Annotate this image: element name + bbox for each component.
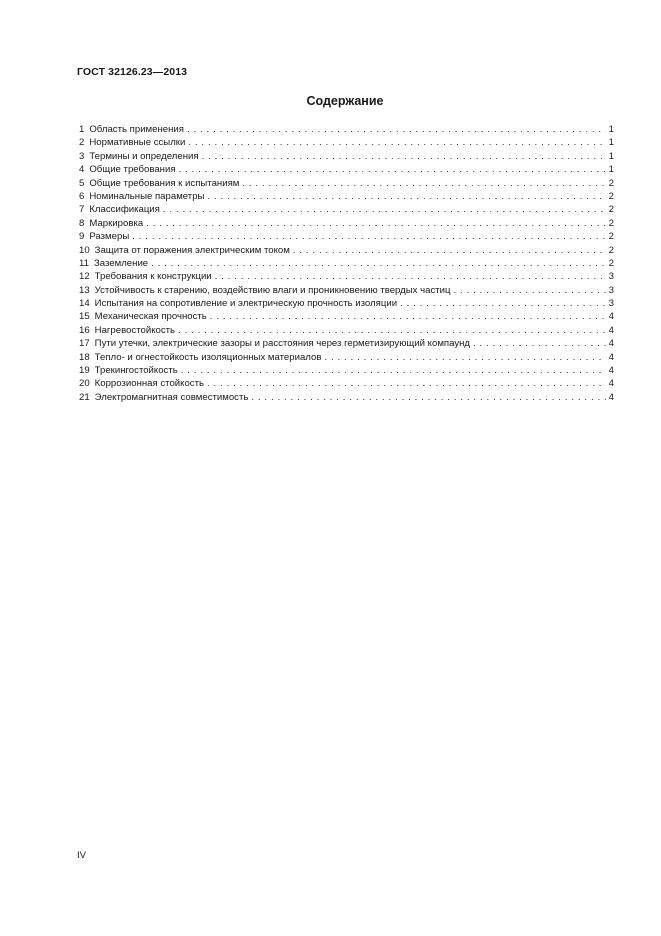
toc-entry-number: 19 (79, 365, 90, 377)
toc-entry[interactable] (79, 257, 614, 270)
toc-entry-page: 4 (608, 324, 614, 336)
toc-entry[interactable] (79, 203, 614, 216)
toc-entry-number: 5 (79, 177, 85, 189)
toc-entry-number: 20 (79, 378, 90, 390)
toc-entry-number: 12 (79, 271, 90, 283)
toc-entry[interactable] (79, 217, 614, 230)
toc-entry-number: 17 (79, 338, 90, 350)
toc-entry-number: 11 (79, 257, 89, 269)
document-header: ГОСТ 32126.23—2013 (77, 66, 188, 78)
toc-dot-leader (181, 364, 606, 377)
toc-entry[interactable] (79, 190, 614, 203)
toc-dot-leader (178, 324, 606, 337)
toc-entry-number: 6 (79, 190, 85, 202)
toc-dot-leader (400, 297, 606, 310)
toc-dot-leader (473, 337, 606, 350)
toc-entry[interactable] (79, 310, 614, 323)
toc-entry-page: 1 (608, 164, 614, 176)
toc-entry-number: 8 (79, 217, 85, 229)
toc-entry-label: Требования к конструкции (94, 271, 212, 283)
page-number: IV (77, 850, 87, 861)
toc-dot-leader (293, 244, 606, 257)
toc-dot-leader (188, 136, 605, 149)
toc-entry-page: 3 (608, 284, 614, 296)
toc-entry[interactable] (79, 136, 614, 149)
toc-entry-page: 2 (608, 177, 614, 189)
toc-entry-page: 2 (608, 257, 614, 269)
toc-entry-page: 1 (608, 150, 614, 162)
toc-entry-page: 4 (608, 378, 614, 390)
toc-entry-label: Область применения (89, 124, 184, 135)
toc-entry-page: 2 (608, 217, 614, 229)
toc-entry-number: 9 (79, 231, 85, 243)
toc-entry-number: 16 (79, 324, 90, 336)
toc-entry-label: Классификация (89, 204, 160, 216)
toc-dot-leader (151, 257, 606, 270)
toc-dot-leader (251, 391, 605, 404)
toc-entry-page: 3 (608, 298, 614, 310)
toc-entry-page: 4 (608, 365, 614, 377)
toc-entry-label: Термины и определения (89, 150, 199, 162)
toc-entry-page: 4 (608, 351, 614, 363)
toc-entry-number: 1 (79, 124, 85, 135)
toc-dot-leader (207, 377, 606, 390)
toc-entry[interactable] (79, 297, 614, 310)
toc-entry[interactable] (79, 337, 614, 350)
toc-dot-leader (215, 270, 606, 283)
toc-entry-label: Коррозионная стойкость (94, 378, 204, 390)
toc-entry-number: 10 (79, 244, 90, 256)
toc-entry-label: Маркировка (89, 217, 144, 229)
toc-entry-page: 2 (608, 204, 614, 216)
toc-entry-label: Испытания на сопротивление и электрическую прочность изоляции (94, 298, 398, 310)
toc-dot-leader (207, 190, 605, 203)
toc-entry-label: Устойчивость к старению, воздействию влаги и проникновению твердых частиц (94, 284, 451, 296)
toc-entry-number: 15 (79, 311, 90, 323)
toc-entry[interactable] (79, 230, 614, 243)
toc-entry-page: 2 (608, 190, 614, 202)
toc-entry[interactable] (79, 244, 614, 257)
toc-entry-number: 14 (79, 298, 90, 310)
table-of-contents (79, 123, 614, 404)
toc-entry-label: Электромагнитная совместимость (94, 391, 249, 403)
toc-entry[interactable] (79, 364, 614, 377)
toc-entry[interactable] (79, 270, 614, 283)
toc-entry[interactable] (79, 177, 614, 190)
toc-entry-page: 2 (608, 244, 614, 256)
toc-entry-number: 13 (79, 284, 90, 296)
toc-entry-page: 2 (608, 231, 614, 243)
toc-entry-page: 1 (608, 124, 614, 135)
toc-entry-number: 21 (79, 391, 90, 403)
toc-entry-number: 18 (79, 351, 90, 363)
toc-dot-leader (179, 163, 606, 176)
toc-entry-page: 4 (608, 338, 614, 350)
toc-entry-label: Пути утечки, электрические зазоры и расстояния через герметизирующий компаунд (94, 338, 471, 350)
toc-entry-number: 4 (79, 164, 85, 176)
toc-dot-leader (187, 123, 606, 136)
toc-entry[interactable] (79, 163, 614, 176)
toc-title: Содержание (306, 94, 384, 108)
toc-entry-page: 4 (608, 391, 614, 403)
toc-entry-label: Заземление (93, 257, 149, 269)
toc-entry-label: Механическая прочность (94, 311, 207, 323)
toc-dot-leader (163, 203, 606, 216)
toc-entry-label: Нормативные ссылки (89, 137, 186, 149)
toc-entry[interactable] (79, 351, 614, 364)
toc-entry-label: Защита от поражения электрическим током (94, 244, 290, 256)
toc-entry-label: Общие требования (89, 164, 176, 176)
toc-entry-label: Нагревостойкость (94, 324, 176, 336)
toc-entry-page: 3 (608, 271, 614, 283)
toc-dot-leader (132, 230, 605, 243)
toc-entry[interactable] (79, 324, 614, 337)
toc-entry[interactable] (79, 284, 614, 297)
toc-entry-number: 7 (79, 204, 85, 216)
toc-entry-page: 4 (608, 311, 614, 323)
toc-entry[interactable] (79, 377, 614, 390)
toc-entry-number: 3 (79, 150, 85, 162)
toc-entry-label: Номинальные параметры (89, 190, 205, 202)
toc-dot-leader (210, 310, 606, 323)
toc-entry-label: Тепло- и огнестойкость изоляционных материалов (94, 351, 322, 363)
toc-dot-leader (454, 284, 606, 297)
toc-entry-label: Трекингостойкость (94, 365, 178, 377)
toc-entry[interactable] (79, 150, 614, 163)
toc-entry-page: 1 (608, 137, 614, 149)
toc-entry[interactable] (79, 391, 614, 404)
toc-dot-leader (146, 217, 605, 230)
toc-entry[interactable] (79, 123, 614, 136)
toc-dot-leader (324, 351, 605, 364)
toc-entry-number: 2 (79, 137, 85, 149)
toc-dot-leader (242, 177, 605, 190)
toc-entry-label: Общие требования к испытаниям (89, 177, 240, 189)
toc-dot-leader (202, 150, 606, 163)
toc-entry-label: Размеры (89, 231, 130, 243)
